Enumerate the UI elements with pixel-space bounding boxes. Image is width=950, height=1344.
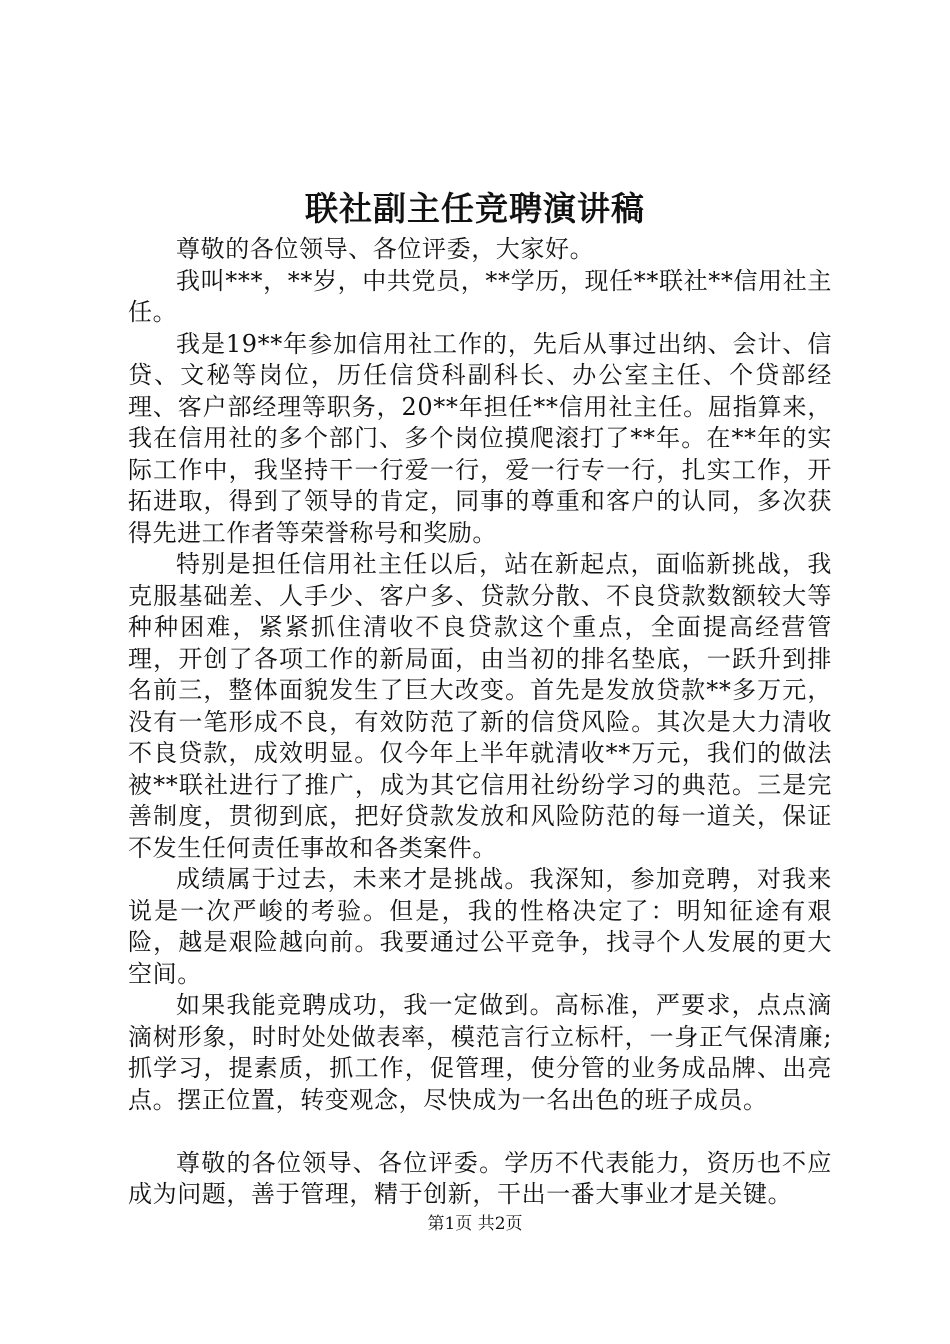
paragraph-work-history: 我是19**年参加信用社工作的，先后从事过出纳、会计、信贷、文秘等岗位，历任信贷科副科长、办公室主任、个贷部经理、客户部经理等职务，20**年担任**信用社主任。屈指算来，我在信用社的多个部门、多个岗位摸爬滚打了**年。在**年的实际工作中，我坚持干一行爱一行，爱一行专一行，扎实工作，开拓进取，得到了领导的肯定，同事的尊重和客户的认同，多次获得先进工作者等荣誉称号和奖励。 [128,329,832,547]
document-title: 联社副主任竞聘演讲稿 [305,189,645,228]
paragraph-closing: 尊敬的各位领导、各位评委。学历不代表能力，资历也不应成为问题，善于管理，精于创新，干出一番大事业才是关键。 [128,1148,832,1208]
document-body [128,234,832,1211]
paragraph-commitment: 如果我能竞聘成功，我一定做到。高标准，严要求，点点滴滴树形象，时时处处做表率，模范言行立标杆，一身正气保清廉;抓学习，提素质，抓工作，促管理，使分管的业务成品牌、出亮点。摆正位置，转变观念，尽快成为一名出色的班子成员。 [128,991,832,1114]
paragraph-gap [128,1116,832,1148]
paragraph-introduction: 我叫***，**岁，中共党员，**学历，现任**联社**信用社主任。 [128,266,832,326]
paragraph-greeting: 尊敬的各位领导、各位评委，大家好。 [176,235,595,263]
paragraph-achievements: 特别是担任信用社主任以后，站在新起点，面临新挑战，我克服基础差、人手少、客户多、贷款分散、不良贷款数额较大等种种困难，紧紧抓住清收不良贷款这个重点，全面提高经营管理，开创了各项工作的新局面，由当初的排名垫底，一跃升到排名前三，整体面貌发生了巨大改变。首先是发放贷款**多万元，没有一笔形成不良，有效防范了新的信贷风险。其次是大力清收不良贷款，成效明显。仅今年上半年就清收**万元，我们的做法被**联社进行了推广，成为其它信用社纷纷学习的典范。三是完善制度，贯彻到底，把好贷款发放和风险防范的每一道关，保证不发生任何责任事故和各类案件。 [128,550,832,862]
paragraph-challenge: 成绩属于过去，未来才是挑战。我深知，参加竞聘，对我来说是一次严峻的考验。但是，我的性格决定了：明知征途有艰险，越是艰险越向前。我要通过公平竞争，找寻个人发展的更大空间。 [128,865,832,988]
page-footer: 第1页 共2页 [427,1214,523,1234]
